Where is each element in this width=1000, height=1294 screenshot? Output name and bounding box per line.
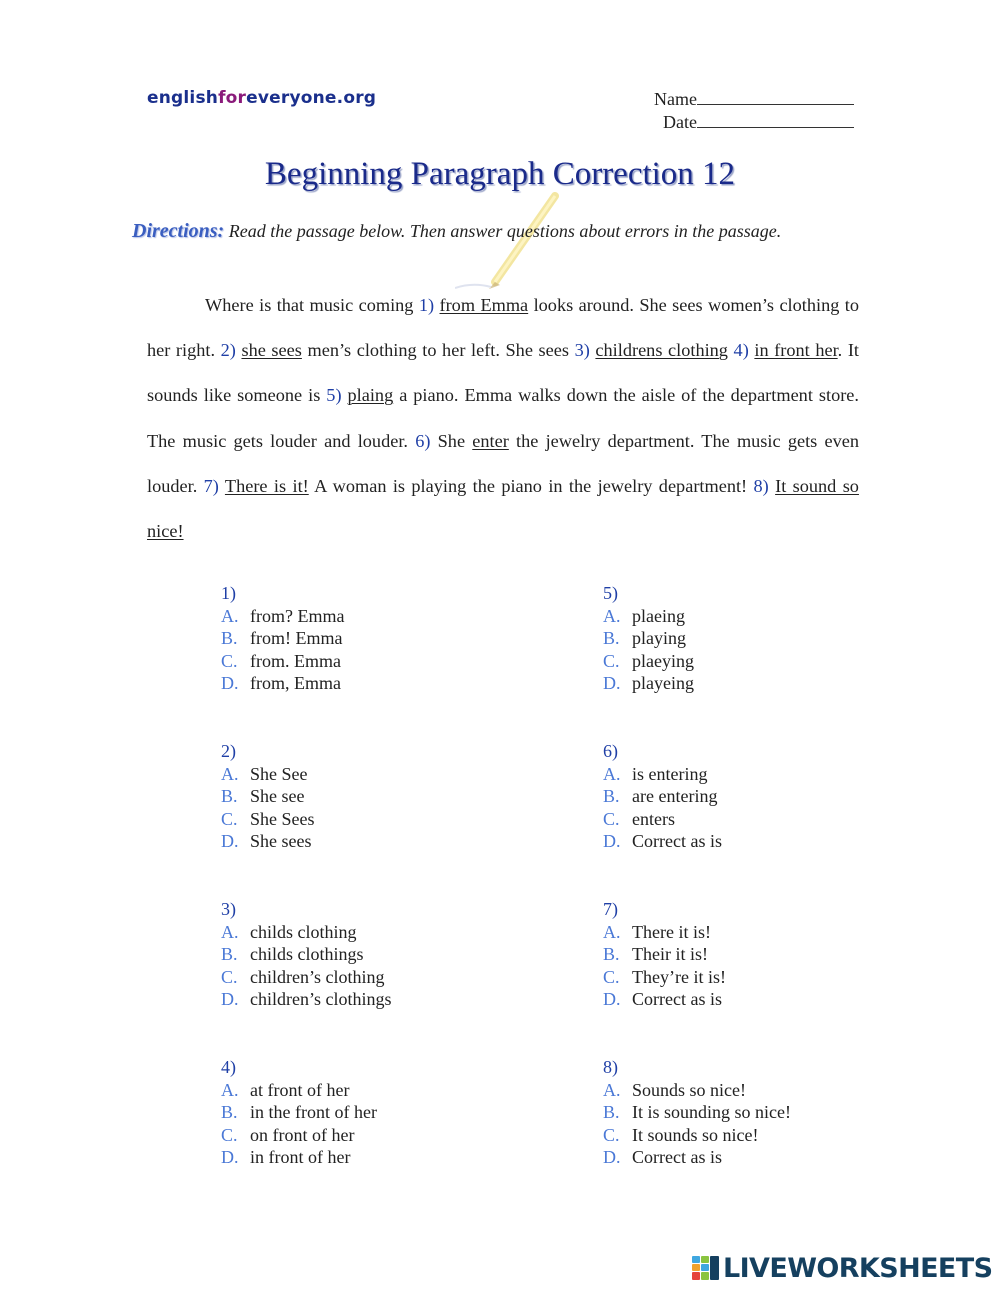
directions xyxy=(132,220,781,243)
error-number: 1) xyxy=(418,295,435,315)
option-text: She sees xyxy=(250,831,312,852)
error-number: 6) xyxy=(415,430,431,451)
option-text: plaeing xyxy=(632,605,685,626)
underlined-error: in front her xyxy=(754,340,838,361)
question-number: 7) xyxy=(603,899,618,919)
date-field[interactable] xyxy=(620,111,854,134)
answer-option[interactable] xyxy=(221,830,551,853)
answer-option[interactable] xyxy=(221,943,551,966)
question-block xyxy=(603,740,933,853)
option-letter: D. xyxy=(221,989,239,1010)
option-letter: B. xyxy=(221,1102,238,1123)
option-text: Correct as is xyxy=(632,831,722,852)
passage-text: . It sounds like someone is xyxy=(147,340,859,406)
question-number: 4) xyxy=(221,1057,236,1077)
underlined-error: There is it! xyxy=(224,475,309,496)
answer-option[interactable] xyxy=(603,785,933,808)
question-block xyxy=(603,582,933,695)
answer-option[interactable] xyxy=(221,1124,551,1147)
option-text: from? Emma xyxy=(250,605,345,626)
option-letter: B. xyxy=(221,944,238,965)
answer-option[interactable] xyxy=(603,650,933,673)
option-letter: A. xyxy=(603,921,621,942)
option-letter: D. xyxy=(603,831,621,852)
option-text: on front of her xyxy=(250,1124,355,1145)
date-line xyxy=(697,111,854,128)
option-letter: A. xyxy=(221,921,239,942)
error-number: 2) xyxy=(220,340,236,361)
option-text: childs clothing xyxy=(250,921,357,942)
site-logo-part: for xyxy=(218,88,247,108)
option-letter: C. xyxy=(603,808,620,829)
error-number: 8) xyxy=(753,475,769,496)
option-letter: B. xyxy=(603,944,620,965)
option-letter: D. xyxy=(603,989,621,1010)
directions-text: Read the passage below. Then answer questions about errors in the passage. xyxy=(228,221,782,241)
answer-option[interactable] xyxy=(221,650,551,673)
answer-option[interactable] xyxy=(221,605,551,628)
option-text: It is sounding so nice! xyxy=(632,1102,791,1123)
answer-option[interactable] xyxy=(221,672,551,695)
question-number: 8) xyxy=(603,1057,618,1077)
option-letter: D. xyxy=(221,1147,239,1168)
option-letter: D. xyxy=(603,673,621,694)
site-logo-part: english xyxy=(147,88,219,108)
answer-option[interactable] xyxy=(221,627,551,650)
option-letter: C. xyxy=(603,650,620,671)
error-number: 4) xyxy=(733,340,749,361)
option-letter: C. xyxy=(603,1124,620,1145)
site-logo xyxy=(147,88,376,108)
option-letter: A. xyxy=(603,763,621,784)
option-letter: B. xyxy=(221,786,238,807)
answer-option[interactable] xyxy=(603,672,933,695)
option-text: children’s clothing xyxy=(250,966,385,987)
answer-option[interactable] xyxy=(603,830,933,853)
answer-option[interactable] xyxy=(603,988,933,1011)
option-text: is entering xyxy=(632,763,708,784)
name-line xyxy=(697,88,854,105)
option-text: plaeying xyxy=(632,650,694,671)
question-block xyxy=(221,740,551,853)
liveworksheets-brand xyxy=(692,1253,992,1283)
question-block xyxy=(603,1056,933,1169)
directions-label: Directions: xyxy=(132,220,225,242)
question-number: 3) xyxy=(221,899,236,919)
option-text: playing xyxy=(632,628,686,649)
passage-text: a piano. Emma walks down the aisle of the department store. The music gets louder and louder. xyxy=(147,385,859,451)
question-block xyxy=(221,1056,551,1169)
option-letter: A. xyxy=(221,1079,239,1100)
option-text: Correct as is xyxy=(632,1147,722,1168)
passage-text: She xyxy=(430,430,473,451)
site-logo-part: everyone.org xyxy=(246,88,377,108)
answer-option[interactable] xyxy=(221,921,551,944)
question-block xyxy=(603,898,933,1011)
option-text: children’s clothings xyxy=(250,989,392,1010)
underlined-error: plaing xyxy=(347,385,394,406)
answer-option[interactable] xyxy=(603,1124,933,1147)
option-letter: A. xyxy=(221,763,239,784)
page-title: Beginning Paragraph Correction 12 xyxy=(264,156,736,192)
option-text: Correct as is xyxy=(632,989,722,1010)
passage-text: the jewelry department. The music gets even louder. xyxy=(147,430,859,496)
option-letter: A. xyxy=(603,605,621,626)
option-text: childs clothings xyxy=(250,944,364,965)
option-text: from! Emma xyxy=(250,628,343,649)
option-letter: D. xyxy=(603,1147,621,1168)
answer-option[interactable] xyxy=(221,1146,551,1169)
option-letter: A. xyxy=(603,1079,621,1100)
answer-option[interactable] xyxy=(221,785,551,808)
option-text: She See xyxy=(250,763,308,784)
option-text: from. Emma xyxy=(250,650,341,671)
option-text: enters xyxy=(632,808,675,829)
question-number: 5) xyxy=(603,583,618,603)
answer-option[interactable] xyxy=(603,943,933,966)
option-letter: B. xyxy=(603,628,620,649)
option-text: in front of her xyxy=(250,1147,351,1168)
answer-option[interactable] xyxy=(603,605,933,628)
passage-text: men’s clothing to her left. She sees xyxy=(301,340,575,361)
option-letter: B. xyxy=(221,628,238,649)
error-number: 3) xyxy=(574,340,590,361)
option-letter: C. xyxy=(221,1124,238,1145)
question-block xyxy=(221,582,551,695)
answer-option[interactable] xyxy=(603,921,933,944)
answer-option[interactable] xyxy=(603,1146,933,1169)
answer-option[interactable] xyxy=(603,1101,933,1124)
answer-option[interactable] xyxy=(221,988,551,1011)
answer-option[interactable] xyxy=(221,1101,551,1124)
error-number: 7) xyxy=(203,475,219,496)
question-number: 6) xyxy=(603,741,618,761)
passage-text: Where is that music coming xyxy=(205,295,419,315)
option-text: She see xyxy=(250,786,305,807)
option-text: playeing xyxy=(632,673,694,694)
date-label: Date xyxy=(663,112,697,132)
answer-option[interactable] xyxy=(603,966,933,989)
option-text: Sounds so nice! xyxy=(632,1079,746,1100)
question-number: 1) xyxy=(221,583,236,603)
option-letter: D. xyxy=(221,673,239,694)
option-letter: C. xyxy=(603,966,620,987)
underlined-error: enter xyxy=(472,430,509,451)
option-text: in the front of her xyxy=(250,1102,377,1123)
underlined-error: childrens clothing xyxy=(595,340,728,361)
answer-option[interactable] xyxy=(221,1079,551,1102)
question-block xyxy=(221,898,551,1011)
option-text: Their it is! xyxy=(632,944,708,965)
answer-option[interactable] xyxy=(221,763,551,786)
answer-option[interactable] xyxy=(603,627,933,650)
question-number: 2) xyxy=(221,741,236,761)
underlined-error: from Emma xyxy=(439,295,529,315)
passage-text: looks around. She sees women’s clothing to her right. xyxy=(147,295,859,361)
passage-text: A woman is playing the piano in the jewelry department! xyxy=(308,475,754,496)
underlined-error: she sees xyxy=(241,340,302,361)
option-letter: C. xyxy=(221,650,238,671)
name-field[interactable] xyxy=(620,88,854,111)
option-letter: A. xyxy=(221,605,239,626)
answer-option[interactable] xyxy=(603,1079,933,1102)
option-text: at front of her xyxy=(250,1079,350,1100)
answer-option[interactable] xyxy=(603,808,933,831)
liveworksheets-text: LIVEWORKSHEETS xyxy=(723,1252,993,1284)
option-text: She Sees xyxy=(250,808,315,829)
option-text: There it is! xyxy=(632,921,711,942)
option-text: They’re it is! xyxy=(632,966,726,987)
answer-option[interactable] xyxy=(221,808,551,831)
option-letter: B. xyxy=(603,786,620,807)
answer-option[interactable] xyxy=(221,966,551,989)
error-number: 5) xyxy=(326,385,342,406)
answer-option[interactable] xyxy=(603,763,933,786)
option-letter: D. xyxy=(221,831,239,852)
name-label: Name xyxy=(654,89,697,109)
passage xyxy=(147,283,859,554)
name-date-block xyxy=(620,88,854,134)
option-text: are entering xyxy=(632,786,718,807)
option-text: from, Emma xyxy=(250,673,341,694)
option-letter: C. xyxy=(221,808,238,829)
option-letter: C. xyxy=(221,966,238,987)
option-text: It sounds so nice! xyxy=(632,1124,759,1145)
underlined-error: It sound so nice! xyxy=(147,475,859,542)
liveworksheets-logo-icon xyxy=(692,1256,720,1280)
option-letter: B. xyxy=(603,1102,620,1123)
